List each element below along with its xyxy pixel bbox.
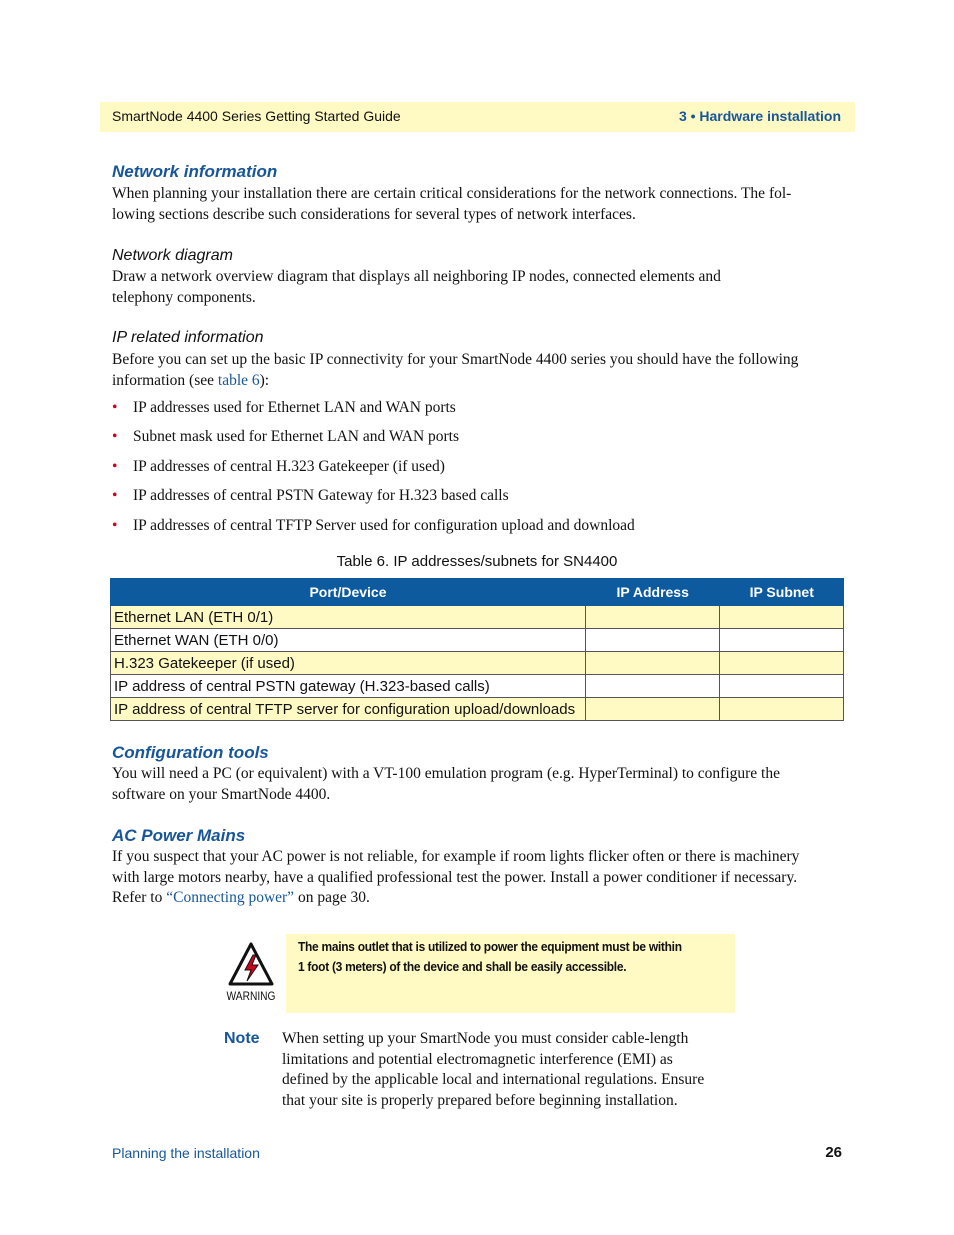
config-tools-paragraph <box>112 764 847 805</box>
text-line: that your site is properly prepared before beginning installation. <box>282 1091 678 1109</box>
list-item-text: IP addresses of central H.323 Gatekeeper (if used) <box>133 458 445 475</box>
bullet-icon: • <box>112 428 118 445</box>
table-cell: Ethernet WAN (ETH 0/0) <box>111 629 586 652</box>
heading-ac-power-mains: AC Power Mains <box>112 826 246 845</box>
table-cell: H.323 Gatekeeper (if used) <box>111 652 586 675</box>
text-line: lowing sections describe such considerations for several types of network interfaces. <box>112 205 636 223</box>
table-cell <box>585 629 720 652</box>
text-line: When setting up your SmartNode you must consider cable-length <box>282 1030 689 1047</box>
text-line: defined by the applicable local and international regulations. Ensure <box>282 1071 705 1088</box>
text-line: limitations and potential electromagnetic interference (EMI) as <box>282 1050 673 1068</box>
column-header-ip-address: IP Address <box>585 579 720 606</box>
table-cell: IP address of central TFTP server for configuration upload/downloads <box>111 698 586 721</box>
table-row <box>111 698 844 721</box>
table-cell <box>585 675 720 698</box>
header-doc-title: SmartNode 4400 Series Getting Started Guide <box>112 108 401 124</box>
heading-network-information: Network information <box>112 162 278 181</box>
text-line <box>112 888 847 909</box>
text-line: When planning your installation there are certain critical considerations for the network connections. The fol- <box>112 185 792 202</box>
text-fragment: on page 30. <box>294 889 370 906</box>
table-caption: Table 6. IP addresses/subnets for SN4400 <box>336 553 618 570</box>
text-line: with large motors nearby, have a qualified professional test the power. Install a power conditioner if necessary. <box>112 868 798 886</box>
table-6-link[interactable]: table 6 <box>217 371 260 389</box>
table-cell <box>720 629 844 652</box>
list-item-text: Subnet mask used for Ethernet LAN and WAN ports <box>133 428 460 445</box>
table-cell <box>720 675 844 698</box>
table-row <box>111 652 844 675</box>
ac-power-paragraph <box>112 847 847 909</box>
text-line: If you suspect that your AC power is not reliable, for example if room lights flicker often or there is machinery <box>112 848 800 865</box>
page-number: 26 <box>825 1144 842 1161</box>
text-line: software on your SmartNode 4400. <box>112 785 331 803</box>
network-diagram-paragraph <box>112 267 847 308</box>
text-line: Draw a network overview diagram that displays all neighboring IP nodes, connected elements and <box>112 268 721 285</box>
heading-ip-related-information: IP related information <box>112 329 264 346</box>
text-line: 1 foot (3 meters) of the device and shall be easily accessible. <box>298 959 627 974</box>
table-header-row <box>111 579 844 606</box>
text-line: You will need a PC (or equivalent) with a VT-100 emulation program (e.g. HyperTerminal) to configure the <box>112 765 780 782</box>
text-fragment: ): <box>259 371 270 389</box>
table-row <box>111 606 844 629</box>
heading-configuration-tools: Configuration tools <box>112 743 269 762</box>
text-line: The mains outlet that is utilized to power the equipment must be within <box>298 939 682 954</box>
table-cell <box>720 606 844 629</box>
network-info-paragraph <box>112 184 847 225</box>
table-cell <box>720 698 844 721</box>
ip-address-table <box>110 578 844 721</box>
table-cell: IP address of central PSTN gateway (H.323-based calls) <box>111 675 586 698</box>
warning-text <box>298 937 694 977</box>
warning-label: WARNING <box>226 989 276 1003</box>
ip-related-paragraph <box>112 350 847 391</box>
bullet-icon: • <box>112 487 118 504</box>
text-line: telephony components. <box>112 288 256 306</box>
column-header-ip-subnet: IP Subnet <box>720 579 844 606</box>
table-cell <box>585 652 720 675</box>
column-header-port-device: Port/Device <box>111 579 586 606</box>
list-item-text: IP addresses used for Ethernet LAN and WAN ports <box>133 399 456 416</box>
text-fragment: information (see <box>112 371 218 389</box>
table-row <box>111 675 844 698</box>
warning-lightning-icon <box>228 941 274 987</box>
note-text <box>282 1029 742 1111</box>
list-item-text: IP addresses of central PSTN Gateway for H.323 based calls <box>133 487 509 504</box>
table-cell: Ethernet LAN (ETH 0/1) <box>111 606 586 629</box>
table-cell <box>585 698 720 721</box>
table-cell <box>585 606 720 629</box>
header-chapter: 3 • Hardware installation <box>678 108 841 124</box>
table-cell <box>720 652 844 675</box>
note-label: Note <box>224 1030 260 1047</box>
text-line <box>112 371 847 392</box>
bullet-icon: • <box>112 458 118 475</box>
footer-section-link[interactable]: Planning the installation <box>112 1145 260 1161</box>
table-row <box>111 629 844 652</box>
heading-network-diagram: Network diagram <box>112 247 233 264</box>
list-item-text: IP addresses of central TFTP Server used for configuration upload and download <box>133 517 635 534</box>
text-line: Before you can set up the basic IP connectivity for your SmartNode 4400 series you should have the following <box>112 351 799 368</box>
text-fragment: Refer to <box>112 889 167 906</box>
bullet-icon: • <box>112 399 118 416</box>
connecting-power-link[interactable]: “Connecting power” <box>166 889 295 906</box>
bullet-icon: • <box>112 517 118 534</box>
